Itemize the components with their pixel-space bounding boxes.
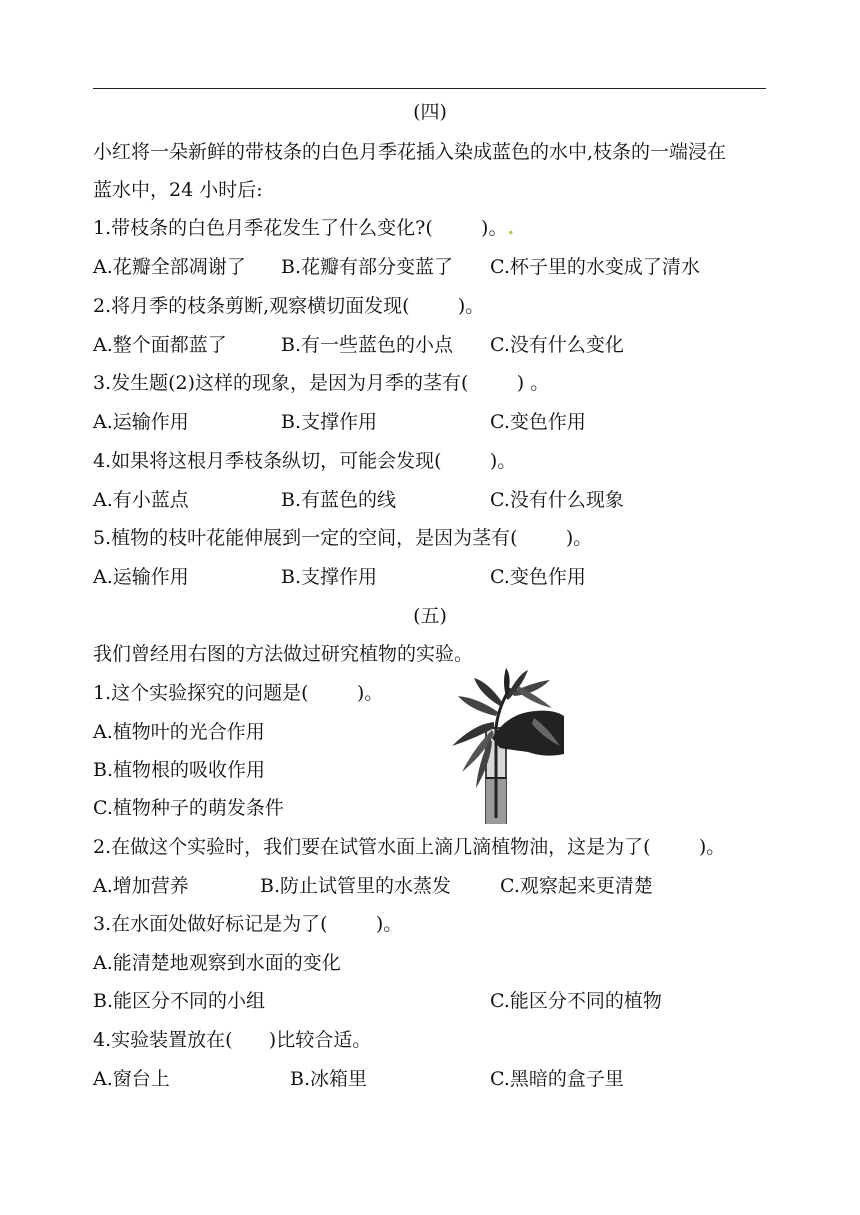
s5-q1-option-a: A.植物叶的光合作用: [93, 721, 265, 743]
s5-q2-option-a: A.增加营养: [93, 875, 189, 897]
s5-q1-option-b: B.植物根的吸收作用: [93, 759, 266, 781]
section-heading-5: (五): [413, 605, 447, 627]
section-heading-4: (四): [413, 101, 447, 123]
s4-q3-question: 3.发生题(2)这样的现象，是因为月季的茎有( ) 。: [93, 372, 550, 394]
top-divider: [93, 88, 766, 89]
s4-q1-option-a: A.花瓣全部凋谢了: [93, 256, 246, 278]
s5-q2-question: 2.在做这个实验时，我们要在试管水面上滴几滴植物油，这是为了( )。: [93, 836, 726, 858]
s4-q3-option-a: A.运输作用: [93, 411, 189, 433]
s5-q4-question: 4.实验装置放在( )比较合适。: [93, 1029, 372, 1051]
s5-q4-option-c: C.黑暗的盒子里: [490, 1068, 624, 1090]
s4-q2-question: 2.将月季的枝条剪断,观察横切面发现( )。: [93, 295, 485, 317]
section5-intro: 我们曾经用右图的方法做过研究植物的实验。: [93, 643, 474, 665]
s5-q3-option-a: A.能清楚地观察到水面的变化: [93, 952, 341, 974]
s4-q4-option-c: C.没有什么现象: [490, 489, 624, 511]
s4-q1-text: 1.带枝条的白色月季花发生了什么变化?( )。: [93, 217, 508, 239]
s4-q2-option-c: C.没有什么变化: [490, 334, 624, 356]
s5-q3-option-c: C.能区分不同的植物: [490, 990, 662, 1012]
s4-q5-question: 5.植物的枝叶花能伸展到一定的空间，是因为茎有( )。: [93, 527, 593, 549]
s4-q2-option-b: B.有一些蓝色的小点: [281, 334, 454, 356]
s4-q3-option-b: B.支撑作用: [281, 411, 378, 433]
s4-q2-option-a: A.整个面都蓝了: [93, 334, 227, 356]
section4-intro-line2: 蓝水中，24 小时后:: [93, 179, 263, 201]
s5-q3-option-b: B.能区分不同的小组: [93, 990, 266, 1012]
s5-q1-question: 1.这个实验探究的问题是( )。: [93, 682, 384, 704]
section4-intro-line1: 小红将一朵新鲜的带枝条的白色月季花插入染成蓝色的水中,枝条的一端浸在: [93, 141, 727, 163]
experiment-figure: [448, 668, 564, 824]
s4-q1-option-c: C.杯子里的水变成了清水: [490, 256, 700, 278]
stray-mark: .: [507, 217, 515, 239]
s4-q3-option-c: C.变色作用: [490, 411, 586, 433]
s5-q4-option-a: A.窗台上: [93, 1068, 170, 1090]
s4-q5-option-a: A.运输作用: [93, 566, 189, 588]
s5-q3-question: 3.在水面处做好标记是为了( )。: [93, 913, 403, 935]
s4-q4-option-a: A.有小蓝点: [93, 489, 189, 511]
s4-q1-option-b: B.花瓣有部分变蓝了: [281, 256, 454, 278]
s4-q1-question: [93, 216, 514, 240]
s5-q2-option-b: B.防止试管里的水蒸发: [260, 875, 452, 897]
s4-q4-option-b: B.有蓝色的线: [281, 489, 397, 511]
s5-q1-option-c: C.植物种子的萌发条件: [93, 797, 284, 819]
s5-q2-option-c: C.观察起来更清楚: [500, 875, 653, 897]
s4-q5-option-c: C.变色作用: [490, 566, 586, 588]
s4-q4-question: 4.如果将这根月季枝条纵切，可能会发现( )。: [93, 450, 517, 472]
s5-q4-option-b: B.冰箱里: [290, 1068, 368, 1090]
s4-q5-option-b: B.支撑作用: [281, 566, 378, 588]
